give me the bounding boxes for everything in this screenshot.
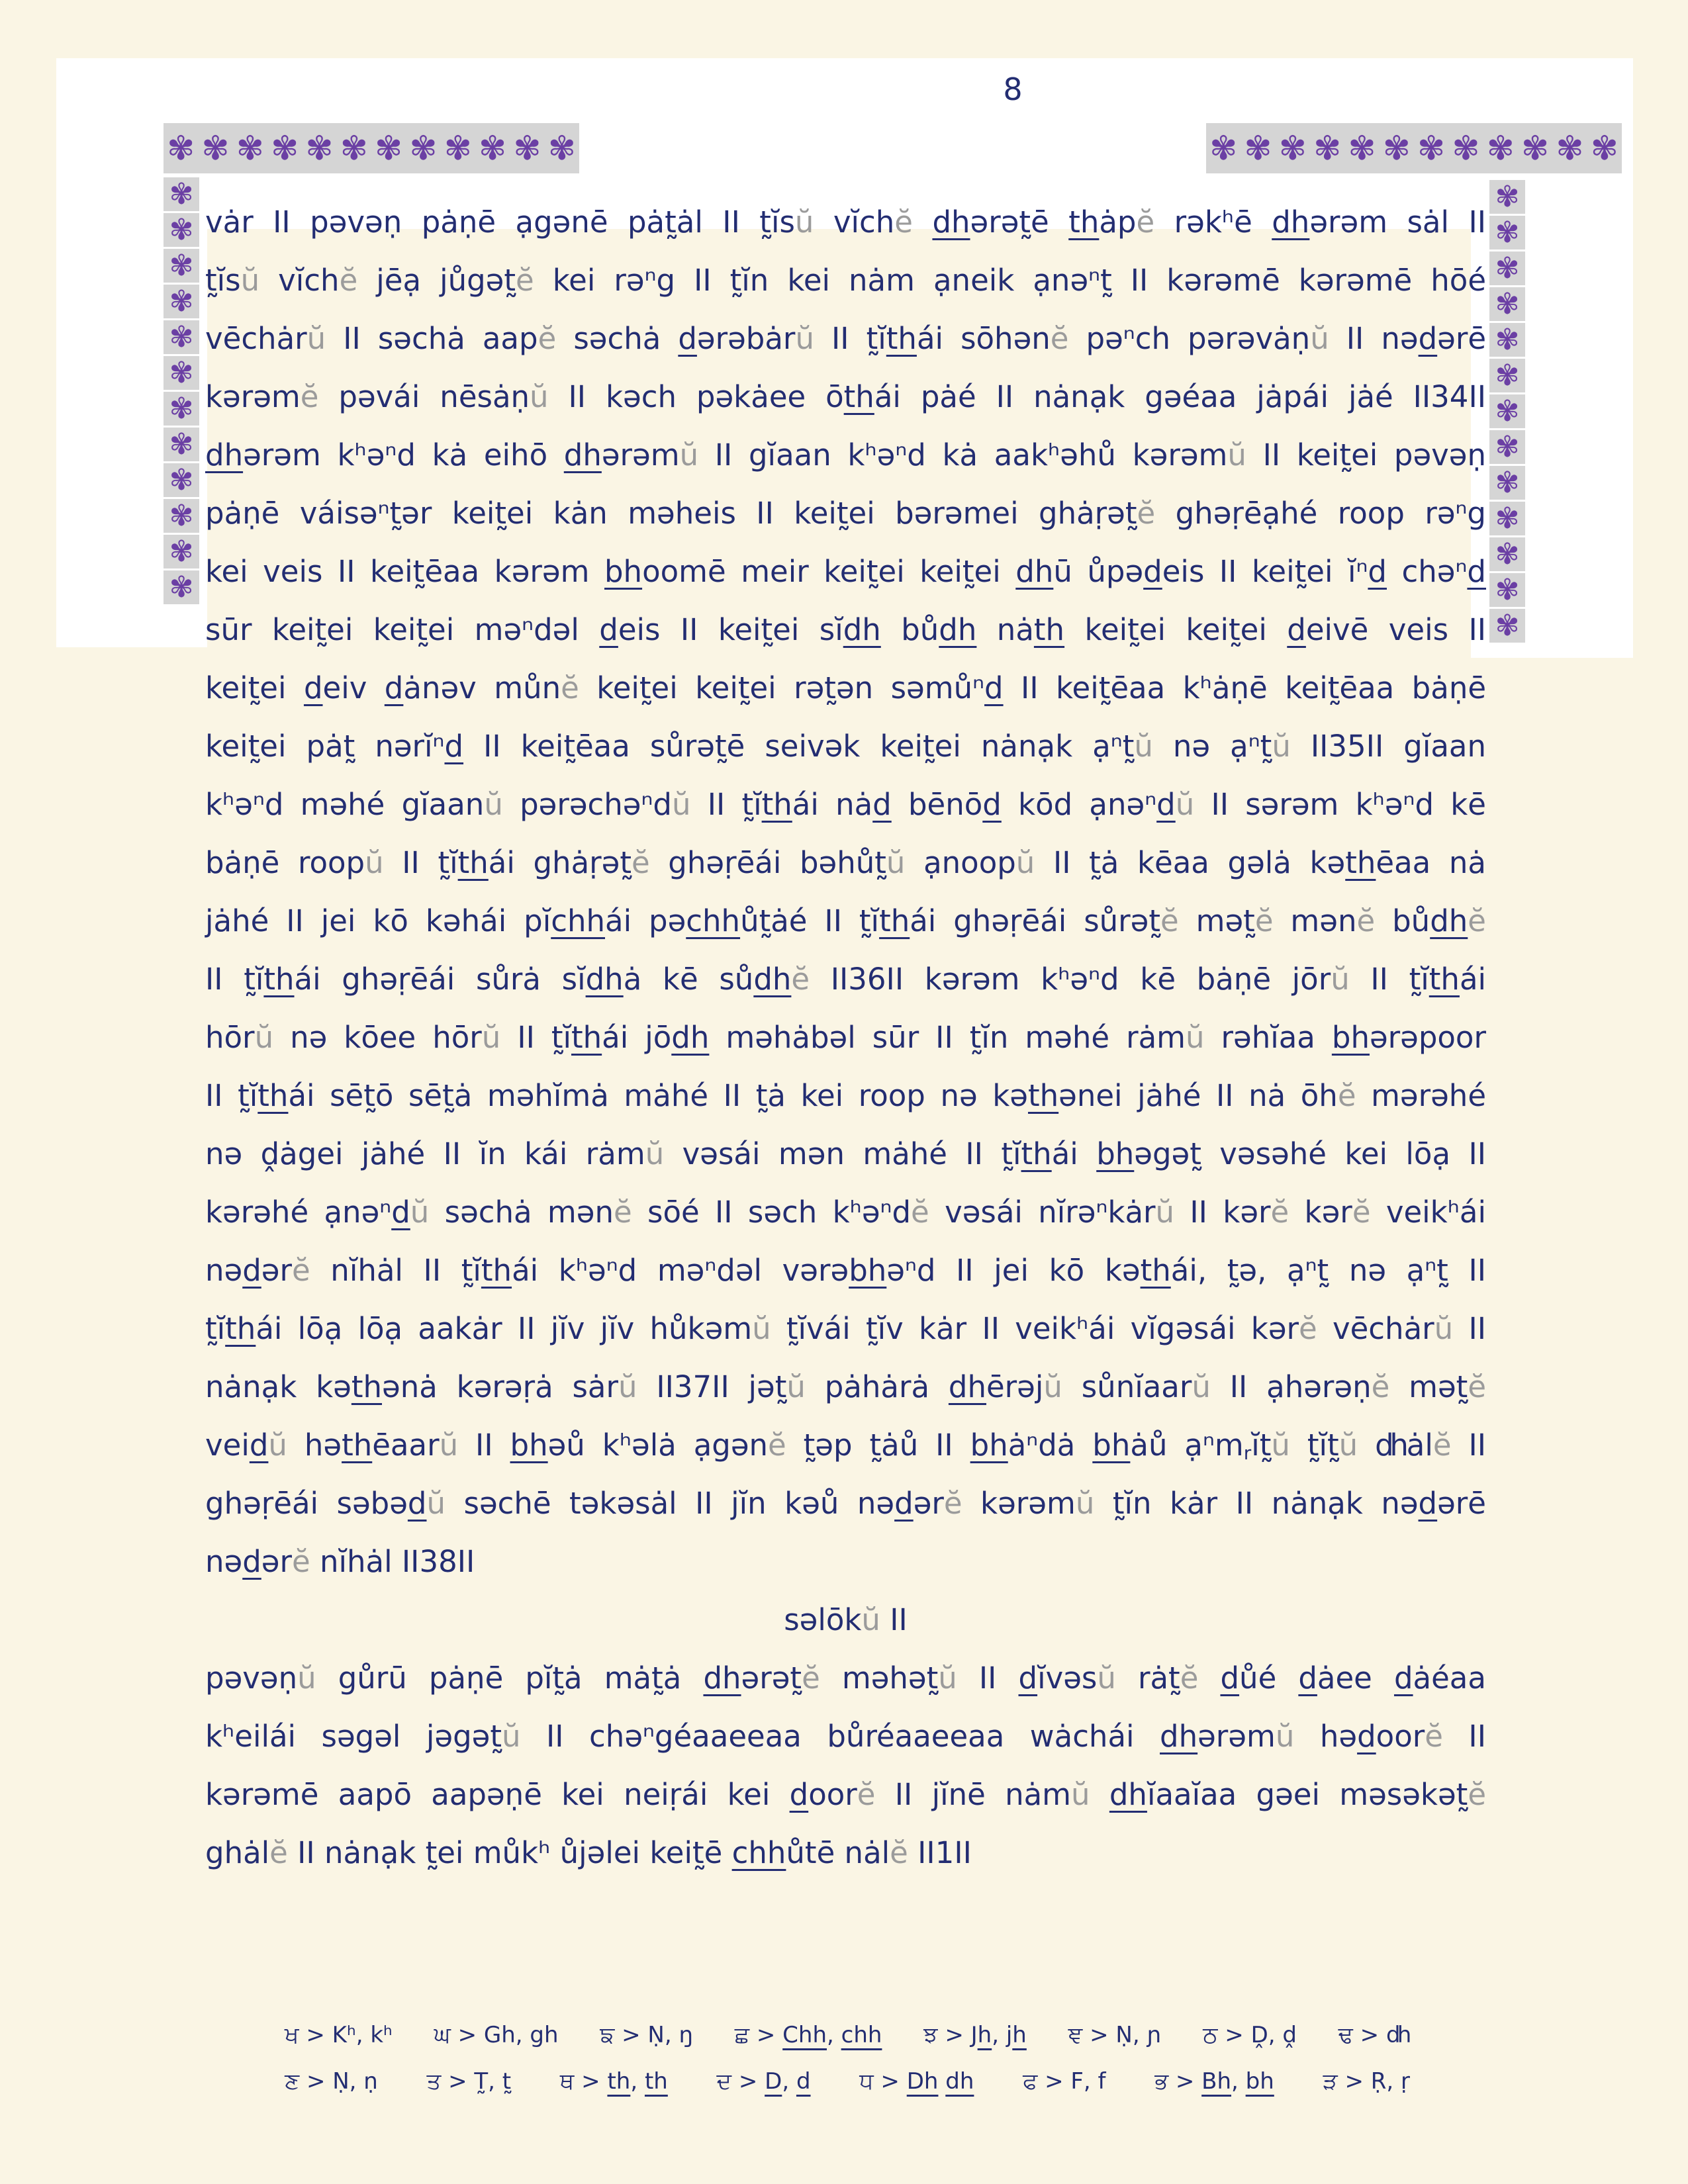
ornament-tile bbox=[1489, 359, 1525, 392]
legend-mapping: dh bbox=[1385, 2022, 1409, 2048]
text-line: veidŭ həthēaarŭ II bhəů kʰəlȧ ạgənĕ t̰əp t̰ȧů II bhȧⁿdȧ bhȧů ạⁿmrĭt̰ŭ t̰ĭt̰ŭ dhȧlĕ II bbox=[205, 1428, 1486, 1465]
flower-icon: ✾ bbox=[1495, 287, 1520, 321]
legend-mapping: Ṛ, ṛ bbox=[1370, 2068, 1410, 2095]
text-line: kei veis II keit̰ēaa kərəm bhoomē meir keit̰ei keit̰ei dhū ůpədeis II keit̰ei ĭⁿd chəⁿd bbox=[205, 554, 1486, 589]
gurmukhi-letter: ਝ bbox=[923, 2022, 938, 2048]
legend-item: ਙ > Ṇ, ŋ bbox=[600, 2022, 694, 2048]
text-line: kʰəⁿd məhé gĭaanŭ pərəchəⁿdŭ II t̰ĭthái nȧd bēnōd kōd ạnəⁿdŭ II sərəm kʰəⁿd kē bbox=[205, 787, 1486, 822]
text-line: pȧṇē váisəⁿt̰ər keit̰ei kȧn məheis II keit̰ei bərəmei ghȧṛət̰ĕ ghəṛēạhé roop rəⁿg bbox=[205, 496, 1486, 531]
text-line: dhərəm kʰəⁿd kȧ eihō dhərəmŭ II gĭaan kʰəⁿd kȧ aakʰəhů kərəmŭ II keit̰ei pəvəṇ bbox=[205, 437, 1487, 473]
flower-icon: ✾ bbox=[1495, 179, 1520, 214]
flower-icon: ✾ bbox=[1495, 501, 1520, 535]
legend-item: ਖ > Kʰ, kʰ bbox=[285, 2022, 393, 2048]
flower-icon: ✾ bbox=[340, 129, 368, 167]
ornament-tile bbox=[1489, 502, 1525, 535]
ornament-tile bbox=[164, 392, 199, 426]
flower-icon: ✾ bbox=[1521, 129, 1550, 167]
transliteration-text bbox=[205, 193, 1486, 1882]
text-line: II t̰ĭthái sēt̰ō sēt̰ȧ məhĭmȧ mȧhé II t̰ȧ kei roop nə kəthənei jȧhé II nȧ ōhĕ mərəhé bbox=[205, 1078, 1487, 1113]
legend-item: ਤ > T̰, t̰ bbox=[426, 2068, 512, 2095]
legend-mapping: th, th bbox=[607, 2068, 668, 2095]
ornament-tile bbox=[164, 535, 199, 569]
flower-icon: ✾ bbox=[1495, 465, 1520, 500]
legend-item: ੜ > Ṛ, ṛ bbox=[1323, 2068, 1410, 2095]
text-line: kərəmĕ pəvái nēsȧṇŭ II kəch pəkȧee ōthái pȧé II nȧnạk gəéaa jȧpái jȧé II34II bbox=[205, 379, 1486, 414]
gurmukhi-letter: ਦ bbox=[716, 2068, 732, 2095]
text-line: nȧnạk kəthənȧ kərəṛȧ sȧrŭ II37II jət̰ŭ pȧhȧrȧ dhērəjŭ sůnĭaarŭ II ạhərəṇĕ mət̰ĕ bbox=[205, 1369, 1486, 1404]
ornament-tile bbox=[1489, 180, 1525, 214]
flower-icon: ✾ bbox=[169, 427, 194, 461]
flower-icon: ✾ bbox=[169, 177, 194, 211]
text-line: vēchȧrŭ II səchȧ aapĕ səchȧ dərəbȧrŭ II t̰ĭthái sōhənĕ pəⁿch pərəvȧṇŭ II nədərē bbox=[205, 321, 1487, 356]
gurmukhi-letter: ਭ bbox=[1154, 2068, 1169, 2095]
flower-icon: ✾ bbox=[1486, 129, 1515, 167]
ornament-tile bbox=[164, 177, 199, 211]
flower-icon: ✾ bbox=[1313, 129, 1342, 167]
legend-item: ਞ > Ṇ, ɲ bbox=[1068, 2022, 1162, 2048]
gurmukhi-letter: ਠ bbox=[1203, 2022, 1218, 2048]
text-line: kərəmē aapō aapəṇē kei neiṛái kei doorĕ II jĭnē nȧmŭ dhĭaaĭaa gəei məsəkət̰ĕ bbox=[205, 1777, 1486, 1812]
ornament-border-top-left bbox=[164, 123, 579, 173]
flower-icon: ✾ bbox=[169, 498, 194, 533]
flower-icon: ✾ bbox=[169, 320, 194, 354]
ornament-border-top-right bbox=[1206, 123, 1622, 173]
flower-icon: ✾ bbox=[169, 463, 194, 497]
legend-mapping: Bh, bh bbox=[1201, 2068, 1274, 2095]
text-line: hōrŭ nə kōee hōrŭ II t̰ĭthái jōdh məhȧbəl sūr II t̰ĭn məhé rȧmŭ rəhĭaa bhərəpoor bbox=[205, 1020, 1486, 1055]
ornament-tile bbox=[1489, 216, 1525, 250]
gurmukhi-letter: ਢ bbox=[1338, 2022, 1353, 2048]
flower-icon: ✾ bbox=[1209, 129, 1238, 167]
text-line: ghəṛēái səbədŭ səchē təkəsȧl II jĭn kəů nədərĕ kərəmŭ t̰ĭn kȧr II nȧnạk nədərē bbox=[205, 1486, 1486, 1521]
flower-icon: ✾ bbox=[305, 129, 334, 167]
legend-mapping: Ṇ, ɲ bbox=[1115, 2022, 1162, 2048]
flower-icon: ✾ bbox=[1590, 129, 1618, 167]
text-line: nədərĕ nĭhȧl II38II bbox=[205, 1544, 475, 1579]
text-line: II t̰ĭthái ghəṛēái sůrȧ sĭdhȧ kē sůdhĕ II36II kərəm kʰəⁿd kē bȧṇē jōrŭ II t̰ĭthái bbox=[205, 962, 1487, 997]
legend-mapping: Ḓ, ḓ bbox=[1250, 2022, 1297, 2048]
legend-mapping: Ṇ, ŋ bbox=[647, 2022, 694, 2048]
ornament-tile bbox=[164, 499, 199, 533]
ornament-tile bbox=[1489, 394, 1525, 428]
flower-icon: ✾ bbox=[271, 129, 299, 167]
legend-item: ਘ > Gh, gh bbox=[434, 2022, 559, 2048]
legend-mapping: D, d bbox=[765, 2068, 811, 2095]
gurmukhi-letter: ਤ bbox=[426, 2068, 442, 2095]
gurmukhi-letter: ਛ bbox=[734, 2022, 750, 2048]
legend-item: ਢ > dh bbox=[1338, 2012, 1410, 2058]
text-line: pəvəṇŭ gůrū pȧṇē pĭt̰ȧ mȧt̰ȧ dhərət̰ĕ məhət̰ŭ II dĭvəsŭ rȧt̰ĕ důé dȧee dȧéaa bbox=[205, 1661, 1486, 1696]
flower-icon: ✾ bbox=[1382, 129, 1411, 167]
flower-icon: ✾ bbox=[1495, 608, 1520, 643]
legend-item: ਥ > th, th bbox=[559, 2068, 668, 2095]
text-line: sūr keit̰ei keit̰ei məⁿdəl deis II keit̰ei sĭdh bůdh nȧth keit̰ei keit̰ei deivē veis II bbox=[205, 612, 1486, 647]
ornament-tile bbox=[164, 570, 199, 604]
legend-mapping: F, f bbox=[1070, 2068, 1106, 2095]
flower-icon: ✾ bbox=[1417, 129, 1446, 167]
ornament-tile bbox=[164, 249, 199, 283]
gurmukhi-letter: ਫ bbox=[1023, 2068, 1038, 2095]
text-line: vȧr II pəvəṇ pȧṇē ạgənē pȧt̰ȧl II t̰ĭsŭ vĭchĕ dhərət̰ē thȧpĕ rəkʰē dhərəm sȧl II bbox=[205, 205, 1487, 240]
legend-row bbox=[285, 2012, 1410, 2058]
ornament-tile bbox=[1489, 430, 1525, 464]
legend-item: ਝ > Jh, jh bbox=[923, 2022, 1027, 2048]
ornament-tile bbox=[1489, 537, 1525, 571]
text-line: kərəhé ạnəⁿdŭ səchȧ mənĕ sōé II səch kʰəⁿdĕ vəsái nĭrəⁿkȧrŭ II kərĕ kərĕ veikʰái bbox=[205, 1195, 1486, 1230]
flower-icon: ✾ bbox=[236, 129, 264, 167]
legend-mapping: T̰, t̰ bbox=[474, 2068, 512, 2095]
ornament-tile bbox=[164, 320, 199, 354]
page-number: 8 bbox=[1003, 71, 1023, 107]
salok-heading: səlōkŭ II bbox=[784, 1602, 908, 1637]
flower-icon: ✾ bbox=[375, 129, 403, 167]
flower-icon: ✾ bbox=[547, 129, 576, 167]
ornament-tile bbox=[1489, 251, 1525, 285]
flower-icon: ✾ bbox=[1495, 394, 1520, 428]
text-line: t̰ĭsŭ vĭchĕ jēạ jůgət̰ĕ kei rəⁿg II t̰ĭn kei nȧm ạneik ạnəⁿt̰ II kərəmē kərəmē hōé bbox=[205, 263, 1487, 298]
flower-icon: ✾ bbox=[1244, 129, 1272, 167]
gurmukhi-letter: ਥ bbox=[559, 2068, 575, 2095]
ornament-tile bbox=[164, 285, 199, 318]
legend-mapping: Jh, jh bbox=[970, 2022, 1027, 2048]
legend-mapping: Kʰ, kʰ bbox=[332, 2022, 393, 2048]
gurmukhi-letter: ੜ bbox=[1323, 2068, 1338, 2095]
gurmukhi-letter: ਖ bbox=[285, 2022, 299, 2048]
ornament-tile bbox=[1489, 466, 1525, 500]
flower-icon: ✾ bbox=[1495, 430, 1520, 464]
flower-icon: ✾ bbox=[169, 248, 194, 283]
gurmukhi-letter: ਧ bbox=[859, 2068, 874, 2095]
text-line: nə ḓȧgei jȧhé II ĭn kái rȧmŭ vəsái mən mȧhé II t̰ĭthái bhəgət̰ vəsəhé kei lōạ II bbox=[205, 1136, 1486, 1171]
flower-icon: ✾ bbox=[169, 391, 194, 426]
flower-icon: ✾ bbox=[1495, 358, 1520, 392]
text-line: t̰ĭthái lōạ lōạ aakȧr II jĭv jĭv hůkəmŭ t̰ĭvái t̰ĭv kȧr II veikʰái vĭgəsái kərĕ vēchȧrŭ II bbox=[205, 1311, 1486, 1346]
flower-icon: ✾ bbox=[513, 129, 541, 167]
text-line: bȧṇē roopŭ II t̰ĭthái ghȧṛət̰ĕ ghəṛēái bəhůt̰ŭ ạnoopŭ II t̰ȧ kēaa gəlȧ kəthēaa nȧ bbox=[205, 845, 1486, 880]
flower-icon: ✾ bbox=[1495, 215, 1520, 250]
flower-icon: ✾ bbox=[1495, 572, 1520, 607]
ornament-tile bbox=[164, 356, 199, 390]
flower-icon: ✾ bbox=[169, 284, 194, 318]
flower-icon: ✾ bbox=[1495, 322, 1520, 357]
flower-icon: ✾ bbox=[1452, 129, 1480, 167]
legend-item: ਭ > Bh, bh bbox=[1154, 2068, 1274, 2095]
flower-icon: ✾ bbox=[201, 129, 230, 167]
gurmukhi-roman-legend bbox=[285, 2012, 1410, 2105]
legend-item: ਛ > Chh, chh bbox=[734, 2022, 882, 2048]
ornament-tile bbox=[164, 213, 199, 247]
legend-mapping: Ṇ, ṇ bbox=[332, 2068, 378, 2095]
ornament-tile bbox=[1489, 287, 1525, 321]
legend-item: ਫ > F, f bbox=[1023, 2068, 1106, 2095]
text-line: keit̰ei pȧt̰ nərĭⁿd II keit̰ēaa sůrət̰ē seivək keit̰ei nȧnạk ạⁿt̰ŭ nə ạⁿt̰ŭ II35II gĭaan bbox=[205, 729, 1486, 764]
flower-icon: ✾ bbox=[479, 129, 507, 167]
ornament-tile bbox=[1489, 609, 1525, 643]
legend-mapping: Gh, gh bbox=[483, 2022, 559, 2048]
ornament-border-left bbox=[164, 177, 199, 604]
gurmukhi-letter: ਘ bbox=[434, 2022, 451, 2048]
gurmukhi-letter: ਙ bbox=[600, 2022, 615, 2048]
flower-icon: ✾ bbox=[1495, 537, 1520, 571]
gurmukhi-letter: ਞ bbox=[1068, 2022, 1083, 2048]
flower-icon: ✾ bbox=[409, 129, 438, 167]
legend-item: ਧ > Dh dh bbox=[859, 2068, 974, 2095]
flower-icon: ✾ bbox=[1278, 129, 1307, 167]
ornament-tile bbox=[164, 463, 199, 497]
legend-mapping: Chh, chh bbox=[782, 2022, 882, 2048]
flower-icon: ✾ bbox=[444, 129, 472, 167]
text-line: jȧhé II jei kō kəhái pĭchhái pəchhůt̰ȧé II t̰ĭthái ghəṛēái sůrət̰ĕ mət̰ĕ mənĕ bůdhĕ bbox=[205, 903, 1486, 938]
flower-icon: ✾ bbox=[1556, 129, 1584, 167]
flower-icon: ✾ bbox=[169, 355, 194, 390]
legend-row bbox=[285, 2058, 1410, 2105]
ornament-tile bbox=[1489, 573, 1525, 607]
ornament-tile bbox=[164, 428, 199, 461]
gurmukhi-letter: ਣ bbox=[285, 2068, 300, 2095]
ornament-border-right bbox=[1489, 180, 1525, 643]
flower-icon: ✾ bbox=[1348, 129, 1376, 167]
legend-item: ਠ > Ḓ, ḓ bbox=[1203, 2022, 1297, 2048]
flower-icon: ✾ bbox=[169, 534, 194, 569]
flower-icon: ✾ bbox=[169, 212, 194, 247]
text-line: keit̰ei deiv dȧnəv můnĕ keit̰ei keit̰ei rət̰ən səmůⁿd II keit̰ēaa kʰȧṇē keit̰ēaa bȧṇē bbox=[205, 670, 1487, 705]
ornament-tile bbox=[1489, 323, 1525, 357]
flower-icon: ✾ bbox=[167, 129, 195, 167]
text-line: kʰeilái səgəl jəgət̰ŭ II chəⁿgéaaeeaa bůréaaeeaa wȧchái dhərəmŭ hədoorĕ II bbox=[205, 1719, 1486, 1754]
flower-icon: ✾ bbox=[1495, 251, 1520, 285]
text-line: ghȧlĕ II nȧnạk t̰ei můkʰ ůjəlei keit̰ē chhůtē nȧlĕ II1II bbox=[205, 1835, 972, 1870]
text-line: nədərĕ nĭhȧl II t̰ĭthái kʰəⁿd məⁿdəl vərəbhəⁿd II jei kō kəthái, t̰ə, ạⁿt̰ nə ạⁿt̰ II bbox=[205, 1253, 1486, 1288]
flower-icon: ✾ bbox=[169, 570, 194, 604]
legend-item: ਣ > Ṇ, ṇ bbox=[285, 2068, 378, 2095]
legend-item: ਦ > D, d bbox=[716, 2068, 811, 2095]
legend-mapping: Dh dh bbox=[906, 2068, 974, 2095]
